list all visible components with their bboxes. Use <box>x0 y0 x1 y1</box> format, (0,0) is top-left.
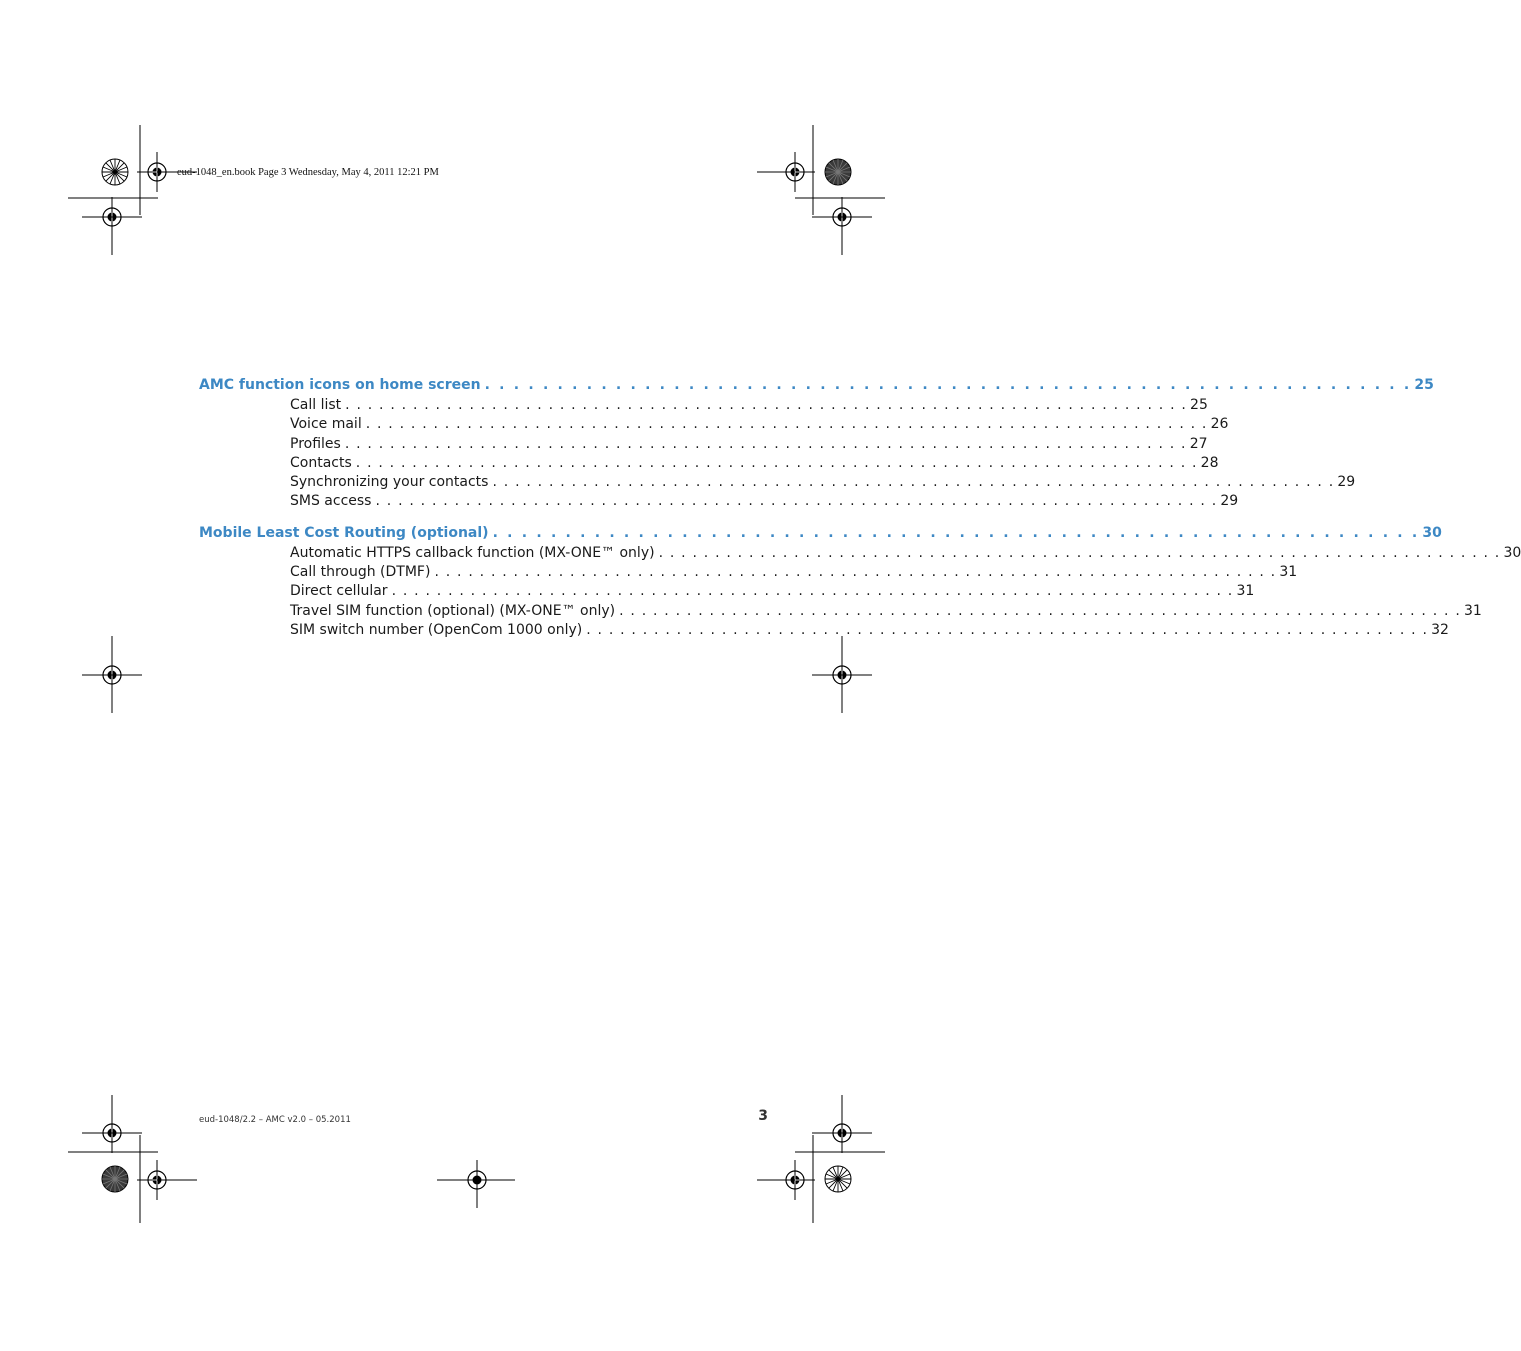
print-slug: eud-1048_en.book Page 3 Wednesday, May 4, 2011 12:21 PM <box>177 167 439 178</box>
toc-entry-page: 25 <box>1190 397 1208 413</box>
toc-entry-label: Call list <box>290 397 342 413</box>
toc-section-amc-function-icons <box>199 374 1434 512</box>
toc-entry-label: Direct cellular <box>290 583 388 600</box>
toc-entry-label: Voice mail <box>290 416 362 433</box>
toc-section-title: Mobile Least Cost Routing (optional) <box>199 524 489 541</box>
dot-leader: . . . . . . . . . . . . . . . . . . . . . . . . . . . . . . . . . . . . . . . . . . . . . . . . . . . . . . . . . . . . . . . . . . . . . . . . . . . <box>355 454 1198 471</box>
toc-entry[interactable] <box>290 602 1482 621</box>
toc-entry[interactable] <box>290 544 1521 563</box>
toc-entry-page: 28 <box>1200 454 1219 471</box>
toc-entry-page: 32 <box>1431 621 1449 638</box>
toc-entry[interactable] <box>290 582 1255 601</box>
toc-section-heading[interactable] <box>199 522 1442 544</box>
toc-entry[interactable] <box>290 415 1229 434</box>
footer-doc-reference: eud-1048/2.2 – AMC v2.0 – 05.2011 <box>199 1115 351 1125</box>
toc-entry-label: SIM switch number (OpenCom 1000 only) <box>290 621 583 638</box>
dot-leader: . . . . . . . . . . . . . . . . . . . . . . . . . . . . . . . . . . . . . . . . . . . . . . . . . . . . . . . . . . . . . . . . . . . . . . . . . . . <box>658 544 1501 561</box>
toc-entry-page: 30 <box>1503 544 1521 561</box>
toc-section-page: 30 <box>1422 524 1442 541</box>
toc-section-page: 25 <box>1414 377 1434 393</box>
toc-entry-page: 29 <box>1220 493 1239 510</box>
toc-entry-label: Profiles <box>290 435 341 452</box>
toc-entry[interactable] <box>290 454 1219 473</box>
page-number: 3 <box>758 1108 768 1124</box>
toc-entry-page: 31 <box>1236 583 1255 600</box>
dot-leader: . . . . . . . . . . . . . . . . . . . . . . . . . . . . . . . . . . . . . . . . . . . . . . . . . . . . . . . . . . . . . . . . . . . . . . . . . . . <box>365 416 1208 433</box>
toc-entry-label: Synchronizing your contacts <box>290 474 489 491</box>
toc-entry[interactable] <box>290 563 1298 582</box>
dot-leader: . . . . . . . . . . . . . . . . . . . . . . . . . . . . . . . . . . . . . . . . . . . . . . . . . . . . . . . . . . . . . . . . . . . . . . . . . . . <box>619 602 1461 619</box>
toc-section-title: AMC function icons on home screen <box>199 377 481 393</box>
toc-entry-label: Travel SIM function (optional) (MX-ONE™ only) <box>290 602 616 619</box>
toc-entry[interactable] <box>290 492 1239 511</box>
dot-leader: . . . . . . . . . . . . . . . . . . . . . . . . . . . . . . . . . . . . . . . . . . . . . . . . . . . . . . . . . . . . . . . . . . . . . . . . . . . <box>586 621 1429 638</box>
toc-entry[interactable] <box>290 473 1356 492</box>
toc-entry-page: 27 <box>1189 435 1208 452</box>
toc-entry-page: 31 <box>1279 564 1298 581</box>
dot-leader: . . . . . . . . . . . . . . . . . . . . . . . . . . . . . . . . . . . . . . . . . . . . . . . . . . . . . . . . . . . . . . . . . . . . . . . . . . . <box>434 564 1277 581</box>
toc-entry-label: Automatic HTTPS callback function (MX-ONE™ only) <box>290 544 655 561</box>
toc-section-heading[interactable] <box>199 374 1434 396</box>
toc-entry[interactable] <box>290 396 1208 415</box>
toc-entry-label: Contacts <box>290 454 352 471</box>
toc-entry-page: 26 <box>1210 416 1229 433</box>
toc-entry[interactable] <box>290 435 1208 454</box>
dot-leader: . . . . . . . . . . . . . . . . . . . . . . . . . . . . . . . . . . . . . . . . . . . . . . . . . . . . . . . . . . . . . . . . . . . . . . . . . . . <box>344 435 1187 452</box>
dot-leader: . . . . . . . . . . . . . . . . . . . . . . . . . . . . . . . . . . . . . . . . . . . . . . . . . . . . . . . . . . . . . . . . . . . . . . . . . . . <box>345 397 1188 413</box>
dot-leader: . . . . . . . . . . . . . . . . . . . . . . . . . . . . . . . . . . . . . . . . . . . . . . . . . . . . . . . . . . . . . . . . . . . . . . . . . . . <box>375 493 1218 510</box>
toc-entry-page: 29 <box>1337 474 1356 491</box>
dot-leader: . . . . . . . . . . . . . . . . . . . . . . . . . . . . . . . . . . . . . . . . . . . . . . . . . . . . . . . . . . . . . . . . . . . . . . . . . . . <box>391 583 1234 600</box>
dot-leader: . . . . . . . . . . . . . . . . . . . . . . . . . . . . . . . . . . . . . . . . . . . . . . . . . . . . . . . . . . . . . . . . <box>484 377 1412 393</box>
toc-entry[interactable] <box>290 621 1449 640</box>
table-of-contents <box>199 374 1521 650</box>
toc-entry-label: Call through (DTMF) <box>290 564 431 581</box>
dot-leader: . . . . . . . . . . . . . . . . . . . . . . . . . . . . . . . . . . . . . . . . . . . . . . . . . . . . . . . . . . . . . . . . . . . . . . . . . . . <box>492 474 1335 491</box>
toc-entry-page: 31 <box>1464 602 1482 619</box>
dot-leader: . . . . . . . . . . . . . . . . . . . . . . . . . . . . . . . . . . . . . . . . . . . . . . . . . . . . . . . . . . . . . . . . <box>492 524 1420 541</box>
toc-section-mobile-least-cost-routing <box>199 522 1521 640</box>
toc-entry-label: SMS access <box>290 493 372 510</box>
